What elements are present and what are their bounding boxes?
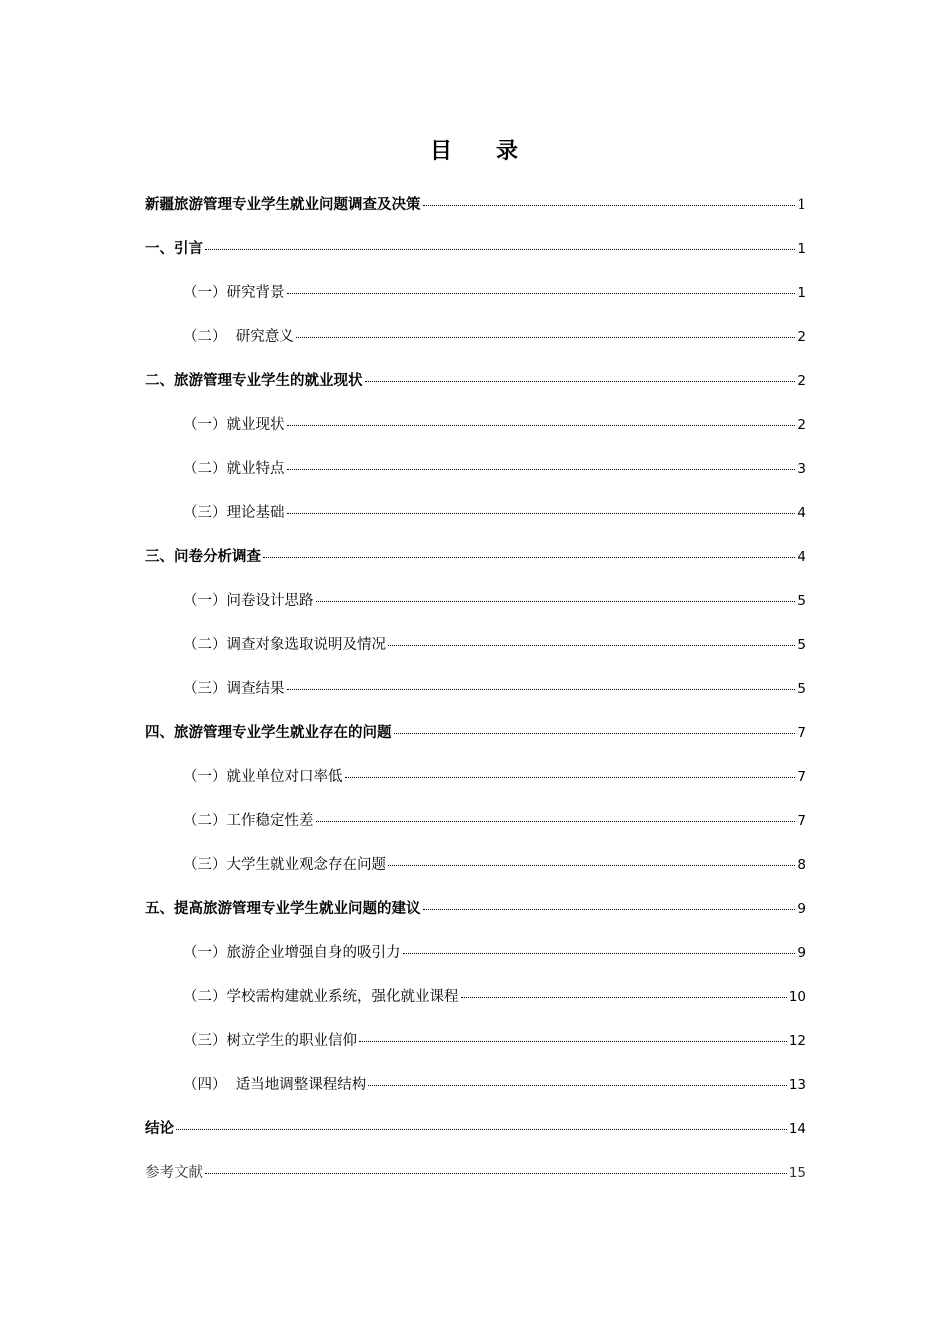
toc-entry-references[interactable] [145,1162,806,1206]
toc-entry-page: 9 [797,901,806,917]
dot-leader [461,997,787,998]
toc-entry-section-5[interactable] [145,898,806,942]
toc-entry-label: （三）调查结果 [183,681,285,697]
toc-entry-label: 三、问卷分析调查 [145,549,261,565]
toc-entry-page: 8 [797,857,806,873]
toc-entry-label: 二、旅游管理专业学生的就业现状 [145,373,363,389]
dot-leader [287,293,796,294]
dot-leader [359,1041,787,1042]
toc-entry-page: 2 [797,329,806,345]
dot-leader [287,513,796,514]
dot-leader [176,1129,787,1130]
toc-entry-page: 2 [797,373,806,389]
toc-entry-label: （二）工作稳定性差 [183,813,314,829]
toc-entry-subsection[interactable] [145,458,806,502]
toc-entry-page: 3 [797,461,806,477]
toc-title [0,134,950,165]
toc-entry-page: 10 [788,989,806,1005]
toc-title-char-2: 录 [496,139,521,164]
toc-entry-label: 一、引言 [145,241,203,257]
toc-entry-page: 1 [797,241,806,257]
toc-entry-label: 新疆旅游管理专业学生就业问题调查及决策 [145,196,421,213]
toc-entry-subsection[interactable] [145,810,806,854]
toc-entry-label: （四） 适当地调整课程结构 [183,1077,367,1093]
toc-entry-subsection[interactable] [145,986,806,1030]
toc-entry-subsection[interactable] [145,282,806,326]
toc-entry-subsection[interactable] [145,1074,806,1118]
dot-leader [423,909,796,910]
toc-entry-subsection[interactable] [145,678,806,722]
toc-entry-main-title[interactable] [145,194,806,238]
toc-entry-page: 4 [797,505,806,521]
toc-entry-subsection[interactable] [145,326,806,370]
toc-entry-page: 2 [797,417,806,433]
toc-entry-subsection[interactable] [145,1030,806,1074]
dot-leader [287,689,796,690]
toc-entry-subsection[interactable] [145,414,806,458]
toc-entry-page: 15 [788,1165,806,1181]
dot-leader [316,821,796,822]
toc-entry-label: 四、旅游管理专业学生就业存在的问题 [145,725,392,741]
toc-entry-label: （一）就业单位对口率低 [183,769,343,785]
dot-leader [316,601,796,602]
dot-leader [423,205,796,206]
toc-entry-page: 1 [797,285,806,301]
toc-entry-subsection[interactable] [145,942,806,986]
toc-entry-subsection[interactable] [145,590,806,634]
toc-entry-label: 五、提高旅游管理专业学生就业问题的建议 [145,901,421,917]
dot-leader [394,733,796,734]
dot-leader [205,249,795,250]
toc-entry-label: （二） 研究意义 [183,329,294,345]
toc-entry-page: 1 [797,197,806,213]
toc-entry-label: （二）学校需构建就业系统，强化就业课程 [183,989,459,1005]
toc-entry-label: （三）大学生就业观念存在问题 [183,857,386,873]
dot-leader [263,557,795,558]
toc-entry-page: 5 [797,593,806,609]
toc-entry-page: 4 [797,549,806,565]
toc-entry-section-2[interactable] [145,370,806,414]
toc-entry-section-1[interactable] [145,238,806,282]
dot-leader [287,425,796,426]
dot-leader [365,381,796,382]
dot-leader [296,337,796,338]
toc-entry-label: （一）就业现状 [183,417,285,433]
toc-entry-label: （二）调查对象选取说明及情况 [183,637,386,653]
toc-title-char-1: 目 [429,139,454,164]
toc-entry-label: （一）问卷设计思路 [183,593,314,609]
toc-entry-subsection[interactable] [145,502,806,546]
toc-entry-label: 参考文献 [145,1165,203,1181]
toc-entry-label: （二）就业特点 [183,461,285,477]
toc-entry-page: 13 [788,1077,806,1093]
toc-entry-conclusion[interactable] [145,1118,806,1162]
toc-entry-subsection[interactable] [145,766,806,810]
toc-entry-page: 7 [797,769,806,785]
toc-entry-page: 12 [788,1033,806,1049]
dot-leader [287,469,796,470]
toc-entry-page: 7 [797,725,806,741]
toc-entry-page: 5 [797,637,806,653]
dot-leader [388,865,795,866]
dot-leader [403,953,796,954]
toc-entry-page: 14 [788,1121,806,1137]
toc-entry-label: （三）树立学生的职业信仰 [183,1033,357,1049]
dot-leader [388,645,795,646]
toc-entry-page: 7 [797,813,806,829]
toc-entry-page: 5 [797,681,806,697]
toc-entry-label: （一）旅游企业增强自身的吸引力 [183,945,401,961]
toc-entry-label: （一）研究背景 [183,285,285,301]
toc-list [145,194,806,1206]
toc-entry-subsection[interactable] [145,634,806,678]
toc-entry-section-3[interactable] [145,546,806,590]
toc-entry-label: （三）理论基础 [183,505,285,521]
toc-entry-page: 9 [797,945,806,961]
dot-leader [205,1173,787,1174]
toc-entry-section-4[interactable] [145,722,806,766]
dot-leader [345,777,796,778]
toc-entry-subsection[interactable] [145,854,806,898]
dot-leader [368,1085,787,1086]
toc-entry-label: 结论 [145,1121,174,1137]
